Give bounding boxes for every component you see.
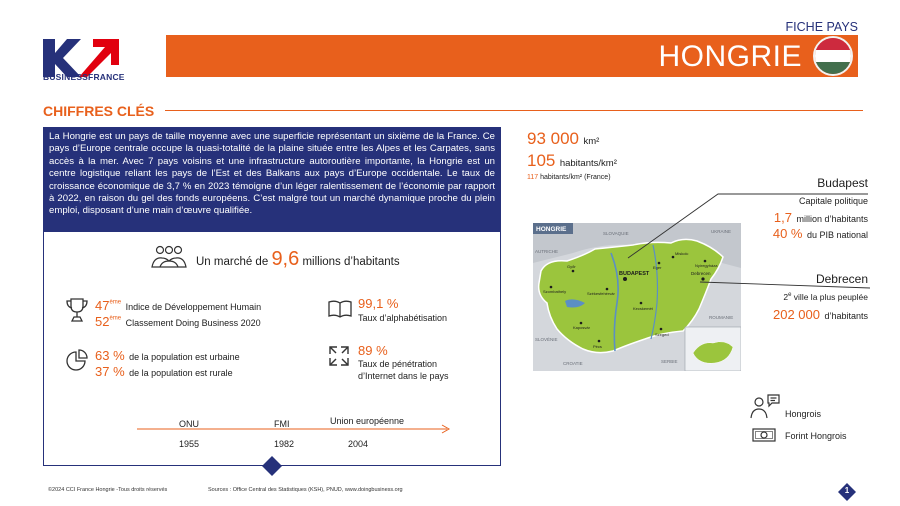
area-stat xyxy=(527,129,599,149)
section-divider xyxy=(165,110,863,111)
map-city-kaposvar: Kaposvár xyxy=(573,325,590,330)
fiche-pays-label: FICHE PAYS xyxy=(785,20,858,34)
budapest-role: Capitale politique xyxy=(798,196,868,206)
urban-value: 63 % xyxy=(95,348,125,363)
timeline-org-onu: ONU xyxy=(179,419,199,429)
timeline-year-ue: 2004 xyxy=(348,439,369,449)
map-city-nyiregyhaza: Nyíregyháza xyxy=(695,263,718,268)
currency-label: Forint Hongrois xyxy=(785,431,847,441)
people-icon xyxy=(150,245,188,269)
rural-value: 37 % xyxy=(95,364,125,379)
budapest-pop-value: 1,7 xyxy=(773,210,792,225)
urban-label: de la population est urbaine xyxy=(129,352,240,362)
map-city-miskolc: Miskolc xyxy=(675,251,689,256)
timeline-org-ue: Union européenne xyxy=(330,416,405,426)
literacy-label: Taux d’alphabétisation xyxy=(358,313,448,323)
area-unit: km² xyxy=(583,136,600,147)
ranking-hdi-label: Indice de Développement Humain xyxy=(125,302,262,312)
map-neighbor-ukraine: UKRAINE xyxy=(711,229,732,234)
population-post: millions d’habitants xyxy=(302,256,400,268)
footer-sources: Sources : Office Central des Statistiques (KSH), PNUD, www.doingbusiness.org xyxy=(208,487,403,493)
rural-stat xyxy=(95,363,233,381)
map-neighbor-slovenie: SLOVÉNIE xyxy=(535,337,558,342)
hungary-flag-icon xyxy=(813,36,853,76)
timeline-arrow xyxy=(137,424,453,434)
density-france xyxy=(527,174,611,181)
budapest-pib xyxy=(773,225,868,243)
density-france-label: habitants/km² (France) xyxy=(540,174,611,181)
ranking-hdi-value: 47 xyxy=(95,298,110,313)
debrecen-rank xyxy=(783,292,868,302)
intro-paragraph: La Hongrie est un pays de taille moyenne avec une superficie représentant un sixième de la France. Ce pays d’Europe centrale occupe la quasi-totalité de la plaine située entre les Alpes et les Carpates, sans accès à la mer. Avec 7 pays voisins et une infrastructure autoroutière importante, la Hongrie est un centre logistique reliant les pays de l’Est et des Balkans aux pays d’Europe occidentale. Le taux de croissance économique de 3,7 % en 2023 témoigne d’un léger ralentissement de l’économie par rapport à 2022, en raison du gel des fonds européens. C’est malgré tout un marché dynamique proche du plein emploi, disposant d’une main d’œuvre qualifiée. xyxy=(43,127,501,232)
budapest-pib-value: 40 % xyxy=(772,226,803,241)
ranking-db-value: 52 xyxy=(95,314,110,329)
debrecen-rank-label: ville la plus peuplée xyxy=(793,292,868,302)
internet-label-1: Taux de pénétration xyxy=(358,359,438,369)
map-neighbor-autriche: AUTRICHE xyxy=(535,249,559,254)
debrecen-pop-label: d’habitants xyxy=(824,311,868,321)
ranking-doing-business xyxy=(95,313,261,331)
page-number-badge xyxy=(838,483,856,501)
banknote-icon xyxy=(752,428,776,442)
trophy-icon xyxy=(66,297,88,323)
speaking-person-icon xyxy=(750,393,780,419)
ranking-hdi-suffix: ème xyxy=(109,299,122,306)
density-value: 105 xyxy=(527,151,556,170)
population-line xyxy=(196,248,400,271)
density-stat xyxy=(527,151,617,171)
density-france-value: 117 xyxy=(527,174,539,181)
footer-copyright: ©2024 CCI France Hongrie -Tous droits réservés xyxy=(48,487,168,493)
map-neighbor-roumanie: ROUMANIE xyxy=(709,315,734,320)
map-city-kecskemet: Kecskemét xyxy=(633,306,653,311)
network-arrows-icon xyxy=(328,345,350,367)
timeline-year-fmi: 1982 xyxy=(274,439,295,449)
population-value: 9,6 xyxy=(271,248,300,270)
map-title: HONGRIE xyxy=(536,226,567,233)
literacy-value: 99,1 % xyxy=(358,296,399,311)
map-city-eger: Eger xyxy=(653,265,662,270)
map-neighbor-serbie: SERBIE xyxy=(661,359,678,364)
debrecen-rank-num: 2 xyxy=(783,292,789,302)
timeline-year-onu: 1955 xyxy=(179,439,200,449)
map-city-szeged: Szeged xyxy=(655,332,669,337)
section-title: CHIFFRES CLÉS xyxy=(43,103,155,119)
map-city-pecs: Pécs xyxy=(593,344,602,349)
budapest-pib-label: du PIB national xyxy=(806,230,868,240)
map-city-debrecen: Debrecen xyxy=(691,271,711,276)
ranking-db-suffix: ème xyxy=(109,315,122,322)
diamond-marker xyxy=(262,456,282,476)
debrecen-name: Debrecen xyxy=(815,272,868,286)
debrecen-rank-sup: e xyxy=(788,292,792,299)
density-unit: habitants/km² xyxy=(559,158,617,169)
area-value: 93 000 xyxy=(527,129,579,148)
map-city-szombathely: Szombathely xyxy=(543,289,567,294)
open-book-icon xyxy=(328,300,352,318)
map-neighbor-croatie: CROATIE xyxy=(563,361,583,366)
timeline-org-fmi: FMI xyxy=(274,419,290,429)
debrecen-population xyxy=(773,306,868,324)
internet-label-2: d’Internet dans le pays xyxy=(358,371,449,381)
page-number: 1 xyxy=(844,486,850,495)
logo-wordmark: BUSINESSFRANCE xyxy=(43,72,125,82)
language-label: Hongrois xyxy=(785,409,822,419)
pie-chart-icon xyxy=(66,349,88,371)
debrecen-pop-value: 202 000 xyxy=(773,307,820,322)
map-neighbor-slovaquie: SLOVAQUIE xyxy=(603,231,629,236)
rural-label: de la population est rurale xyxy=(129,368,233,378)
ranking-db-label: Classement Doing Business 2020 xyxy=(125,318,261,328)
budapest-name: Budapest xyxy=(817,176,868,190)
population-pre: Un marché de xyxy=(196,256,269,268)
map-city-szekesfehervar: Székesfehérvár xyxy=(587,291,615,296)
map-city-budapest: BUDAPEST xyxy=(619,271,650,277)
map-city-gyor: Győr xyxy=(567,264,576,269)
country-title: HONGRIE xyxy=(658,40,802,73)
budapest-pop-label: million d’habitants xyxy=(796,214,868,224)
internet-value: 89 % xyxy=(358,343,388,358)
